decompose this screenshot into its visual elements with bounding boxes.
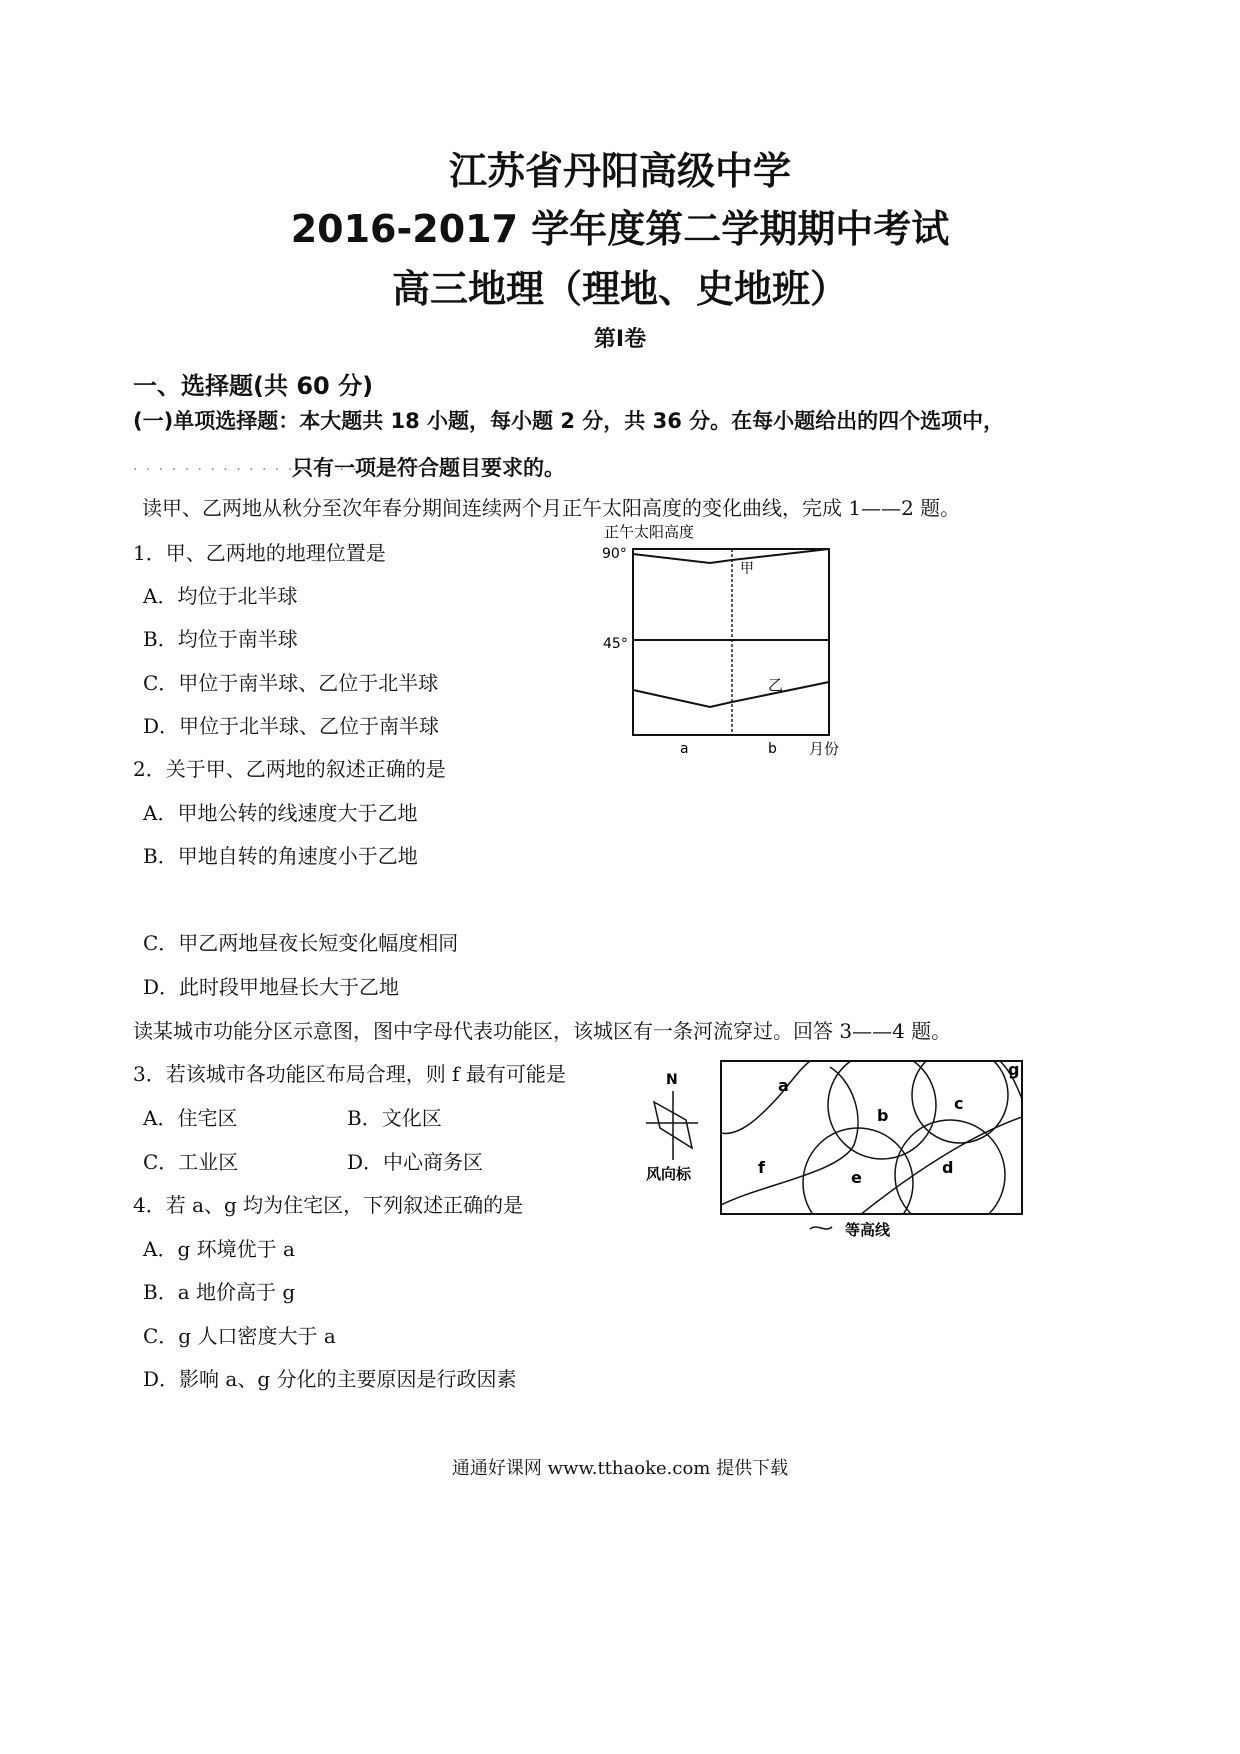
- intro-2: 读某城市功能分区示意图，图中字母代表功能区，该城区有一条河流穿过。回答 3——4 题。: [133, 1019, 952, 1043]
- zone-e-label: e: [851, 1168, 862, 1187]
- q2-option-a: A．甲地公转的线速度大于乙地: [143, 801, 418, 825]
- q3-option-c: C．工业区: [143, 1150, 239, 1174]
- fig1-frame: [633, 549, 829, 735]
- q2-option-d: D．此时段甲地昼长大于乙地: [143, 975, 400, 999]
- solar-altitude-figure: [600, 520, 860, 765]
- zone-f-label: f: [758, 1158, 765, 1177]
- q3-stem: 3．若该城市各功能区布局合理，则 f 最有可能是: [133, 1062, 566, 1086]
- q4-option-c: C．g 人口密度大于 a: [143, 1324, 336, 1348]
- intro-1: 读甲、乙两地从秋分至次年春分期间连续两个月正午太阳高度的变化曲线，完成 1——2 题。: [142, 496, 961, 520]
- zone-c-label: c: [954, 1094, 964, 1113]
- zone-g-label: g: [1008, 1060, 1020, 1079]
- fig1-label-yi: 乙: [768, 676, 784, 694]
- q3-option-a: A．住宅区: [143, 1106, 238, 1130]
- fig1-xlabel: 月份: [809, 740, 840, 758]
- footer-text: 通通好课网 www.tthaoke.com 提供下载: [451, 1458, 789, 1479]
- instruction-line-2: 只有一项是符合题目要求的。: [292, 456, 565, 480]
- q1-option-c: C．甲位于南半球、乙位于北半球: [143, 671, 439, 695]
- q1-option-a: A．均位于北半球: [143, 584, 298, 608]
- q4-option-a: A．g 环境优于 a: [143, 1237, 295, 1261]
- contour-legend-label: 等高线: [845, 1221, 891, 1239]
- river-left: [721, 1061, 810, 1133]
- q4-option-d: D．影响 a、g 分化的主要原因是行政因素: [143, 1367, 517, 1391]
- fig1-curve-yi: [633, 682, 829, 707]
- river-right: [860, 1117, 1022, 1215]
- zone-b-label: b: [877, 1106, 889, 1125]
- q3-option-b: B．文化区: [347, 1106, 442, 1130]
- volume-label: 第Ⅰ卷: [593, 327, 647, 352]
- exam-title: 2016-2017 学年度第二学期期中考试: [290, 207, 950, 251]
- dot-leader: . . . . . . . . . . . . . . . . . .: [133, 458, 359, 474]
- fig1-label-jia: 甲: [740, 561, 754, 577]
- zone-a-label: a: [778, 1076, 789, 1095]
- q1-option-b: B．均位于南半球: [143, 627, 298, 651]
- fig1-label-a: a: [680, 741, 689, 757]
- fig1-label-b: b: [768, 741, 777, 757]
- north-label: N: [666, 1072, 678, 1088]
- city-zones-figure: [640, 1055, 1040, 1255]
- wind-rose-icon: [646, 1072, 698, 1160]
- subject-title: 高三地理（理地、史地班）: [391, 267, 848, 311]
- q2-stem: 2．关于甲、乙两地的叙述正确的是: [133, 757, 446, 781]
- fig1-curve-jia: [633, 549, 829, 563]
- q4-option-b: B．a 地价高于 g: [143, 1280, 296, 1304]
- q2-option-c: C．甲乙两地昼夜长短变化幅度相同: [143, 931, 459, 955]
- q1-stem: 1．甲、乙两地的地理位置是: [133, 541, 386, 565]
- q4-stem: 4．若 a、g 均为住宅区，下列叙述正确的是: [133, 1193, 524, 1217]
- school-title: 江苏省丹阳高级中学: [448, 149, 791, 193]
- q3-option-d: D．中心商务区: [347, 1150, 484, 1174]
- q2-option-b: B．甲地自转的角速度小于乙地: [143, 844, 418, 868]
- zone-d-label: d: [942, 1158, 954, 1177]
- section-title: 一、选择题(共 60 分): [133, 372, 374, 400]
- fig1-ylabel: 正午太阳高度: [604, 523, 695, 541]
- wind-legend-label: 风向标: [646, 1165, 692, 1183]
- fig1-tick-45: 45°: [603, 636, 628, 652]
- contour-legend-icon: [810, 1227, 832, 1229]
- q1-option-d: D．甲位于北半球、乙位于南半球: [143, 714, 440, 738]
- fig1-tick-90: 90°: [602, 546, 627, 562]
- map-frame: [721, 1061, 1022, 1214]
- instruction-line-1: (一)单项选择题：本大题共 18 小题，每小题 2 分，共 36 分。在每小题给出的四个选项中，: [133, 409, 1005, 433]
